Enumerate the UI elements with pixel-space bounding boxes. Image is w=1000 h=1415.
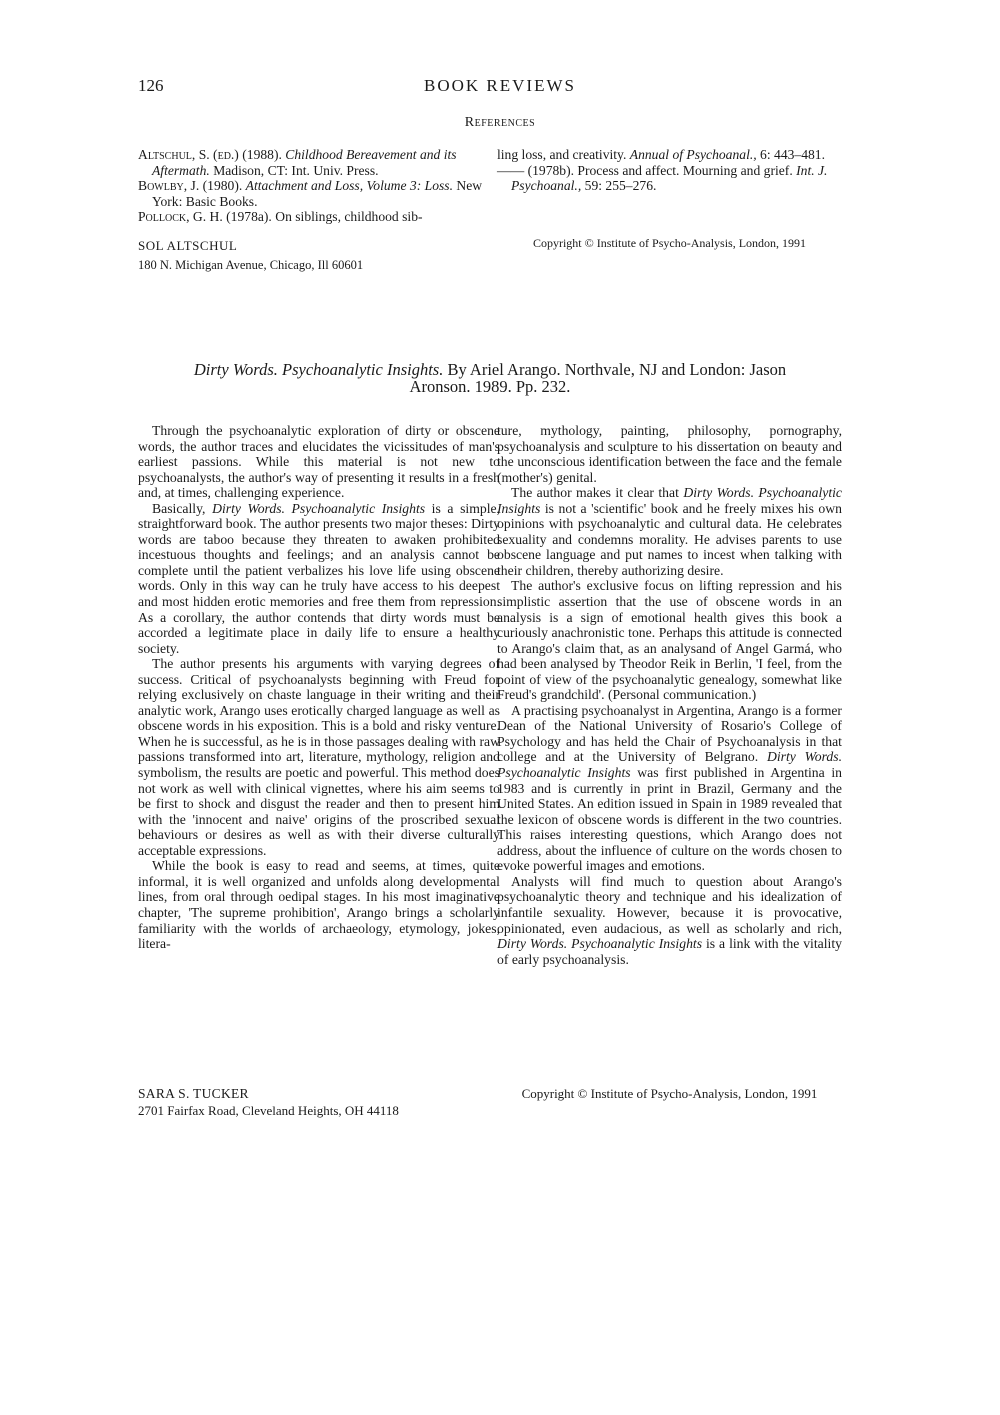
book-title-inline: Dirty Words. Psychoanalytic Insights bbox=[212, 500, 426, 516]
references-left-column bbox=[138, 147, 500, 225]
reference-publisher: Madison, CT: Int. Univ. Press. bbox=[213, 162, 379, 178]
book-details-cont: Aronson. 1989. Pp. 232. bbox=[409, 377, 571, 396]
reviewer-address: 180 N. Michigan Avenue, Chicago, Ill 60601 bbox=[138, 258, 364, 272]
paragraph-text: Analysts will find much to question about Arango's psychoanalytic theory and technique and his idealization of infantile sexuality. However, because it is provocative, opinionated, even audacious, as well as scholarly and rich, bbox=[497, 873, 842, 936]
paragraph-text: A practising psychoanalyst in Argentina, Arango is a former Dean of the National University of Rosario's College of Psychology and has held the Chair of Psychoanalysis in that college and at the University of Belgrano. bbox=[497, 702, 842, 765]
reference-pages: 6: 443–481. bbox=[760, 147, 825, 162]
paragraph-text: is a simple, straightforward book. The author presents two major theses: Dirty words are taboo because they threaten to awaken prohibited incestuous thoughts and feelings; and an analysis cannot be complete until the patient verbalizes his love life using obscene words. Only in this way can he truly have access to his deepest and most hidden erotic memories and free them from repression. As a corollary, the author contends that dirty words must be accorded a legitimate place in daily life to ensure a healthy society. bbox=[138, 500, 501, 656]
reference-title: Attachment and Loss, Volume 3: Loss. bbox=[245, 178, 453, 193]
paragraph-text: While the book is easy to read and seems, at times, quite informal, it is well organized and unfolds along developmental lines, from oral through oedipal stages. In his most imaginative chapter, 'The supreme prohibition', Arango brings a scholarly familiarity with the worlds of archaeology, etymology, jokes, litera- bbox=[138, 858, 500, 952]
reference-text: —— (1978b). Process and affect. Mourning and grief. bbox=[497, 162, 793, 178]
paragraph-text: ture, mythology, painting, philosophy, pornography, psychoanalysis and sculpture to his dissertation on beauty and the unconscious identification between the face and the female (mother's) genital. bbox=[497, 423, 842, 485]
reference-author: Bowlby, J. bbox=[138, 178, 200, 193]
references-heading: References bbox=[464, 115, 536, 130]
reference-entry bbox=[497, 163, 842, 194]
paragraph-text: is a link with the vitality of early psychoanalysis. bbox=[497, 936, 842, 967]
reference-entry bbox=[138, 209, 500, 225]
review-paragraph bbox=[497, 423, 842, 485]
reference-entry bbox=[138, 178, 500, 209]
copyright-notice: Copyright © Institute of Psycho-Analysis, London, 1991 bbox=[521, 1086, 818, 1101]
paragraph-text: Basically, bbox=[152, 500, 213, 516]
paragraph-text: was first published in Argentina in 1983 and is currently in print in Brazil, Germany and the United States. An edition issued in Spain in 1989 revealed that the lexicon of obscene words is different in the two countries. This raises interesting questions, which Arango does not address, about the influence of culture on the words chosen to evoke powerful images and emotions. bbox=[497, 765, 842, 874]
review-paragraph bbox=[497, 703, 842, 874]
reviewer-address: 2701 Fairfax Road, Cleveland Heights, OH 44118 bbox=[138, 1103, 399, 1118]
review-paragraph bbox=[138, 501, 500, 656]
book-details: By Ariel Arango. Northvale, NJ and London: Jason bbox=[447, 360, 787, 379]
paragraph-text: is not a 'scientific' book and he freely mixes his own opinions with psychoanalytic and cultural data. He celebrates sexuality and condemns morality. He advises parents to use obscene language and put names to incest when talking with their children, thereby authorizing desire. bbox=[497, 500, 842, 578]
paragraph-text: The author's exclusive focus on lifting repression and his simplistic assertion that the use of obscene words in an analysis is a sign of emotional health gives this book a curiously anachronistic tone. Perhaps this attitude is connected to Arango's claim that, as an analysand of Angel Garmá, who had been analysed by Theodor Reik in Berlin, 'I feel, from the point of view of the psychoanalytic genealogy, somewhat like Freud's grandchild'. (Personal communication.) bbox=[497, 578, 842, 703]
reference-year: (1988). bbox=[242, 147, 282, 162]
reviewer-name: SARA S. TUCKER bbox=[138, 1086, 249, 1101]
reference-author: Pollock, G. H. bbox=[138, 209, 223, 224]
review-paragraph bbox=[497, 485, 842, 578]
reference-entry bbox=[138, 147, 500, 178]
book-title-inline: Dirty Words. Psychoanalytic Insights bbox=[497, 485, 843, 516]
review-paragraph bbox=[497, 578, 842, 702]
review-right-column bbox=[497, 423, 842, 967]
running-head: BOOK REVIEWS bbox=[424, 76, 576, 95]
reference-title: Childhood Bereavement and its Aftermath. bbox=[152, 147, 457, 178]
page-number: 126 bbox=[138, 76, 164, 95]
reviewer-name: SOL ALTSCHUL bbox=[138, 238, 238, 253]
reference-pages: 59: 255–276. bbox=[584, 178, 657, 193]
review-left-column bbox=[138, 423, 500, 952]
book-citation bbox=[138, 361, 842, 395]
paragraph-text: The author presents his arguments with varying degrees of success. Critical of psychoanalysts beginning with Freud for relying exclusively on chaste language in their writing and their analytic work, Arango uses erotically charged language as well as obscene words in his exposition. This is a bold and risky venture. When he is successful, as he is in those passages dealing with raw passions transformed into art, literature, mythology, religion and symbolism, the results are poetic and powerful. This method does not work as well with clinical vignettes, where his aim seems to be first to shock and disgust the reader and then to present him with the 'innocent and naive' origins of the proscribed sexual behaviours or desires as well as with their diverse culturally acceptable expressions. bbox=[138, 656, 500, 858]
paragraph-text: The author makes it clear that bbox=[511, 485, 684, 501]
reference-continuation bbox=[497, 147, 842, 163]
review-paragraph bbox=[138, 423, 500, 501]
book-title-inline: Dirty Words. Psychoanalytic Insights bbox=[497, 749, 842, 781]
review-paragraph bbox=[497, 874, 842, 967]
reference-journal: Annual of Psychoanal., bbox=[629, 147, 757, 162]
reference-text: ling loss, and creativity. bbox=[497, 147, 627, 162]
reference-year: (1980). bbox=[202, 178, 243, 193]
copyright-notice: Copyright © Institute of Psycho-Analysis, London, 1991 bbox=[532, 236, 807, 250]
review-paragraph bbox=[138, 858, 500, 951]
paragraph-text: Through the psychoanalytic exploration of dirty or obscene words, the author traces and elucidates the vicissitudes of man's earliest passions. While this material is not new to psychoanalysts, the author's way of presenting it results in a fresh and, at times, challenging experience. bbox=[138, 423, 500, 501]
book-title-inline: Dirty Words. Psychoanalytic Insights bbox=[497, 936, 703, 952]
reference-author: Altschul, S. (ed.) bbox=[138, 147, 239, 162]
book-title: Dirty Words. Psychoanalytic Insights. bbox=[193, 360, 444, 379]
reference-year: (1978a). bbox=[226, 209, 272, 224]
reference-title-plain: On siblings, childhood sib- bbox=[275, 209, 423, 224]
references-right-column bbox=[497, 147, 842, 194]
review-paragraph bbox=[138, 656, 500, 858]
reference-publisher: New York: Basic Books. bbox=[152, 178, 483, 209]
reference-journal: Int. J. Psychoanal., bbox=[511, 162, 828, 193]
